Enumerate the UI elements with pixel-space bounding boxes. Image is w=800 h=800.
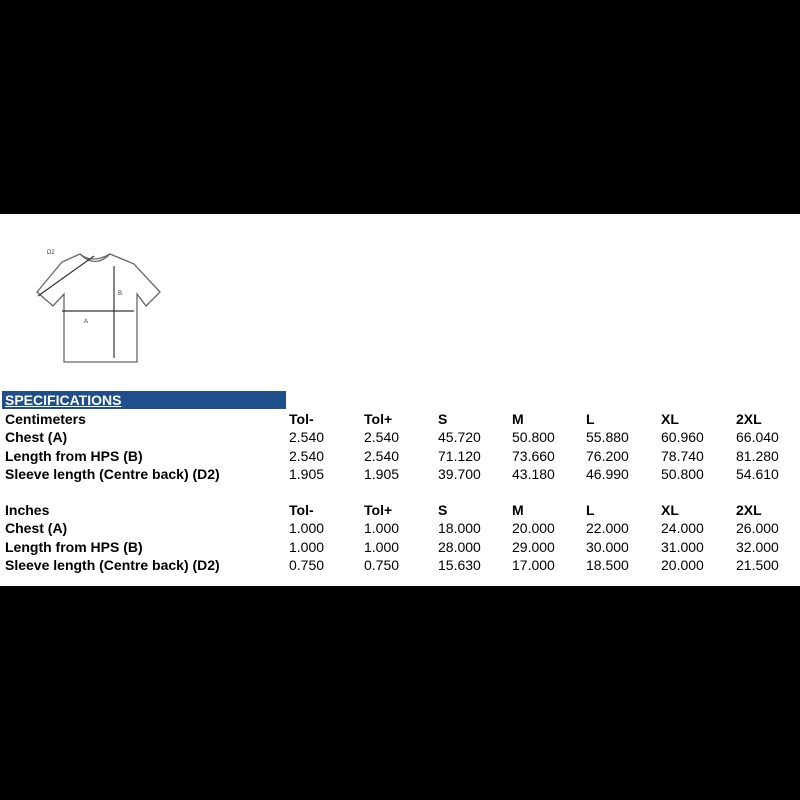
unit-title: Inches bbox=[5, 502, 50, 518]
cell: 2.540 bbox=[289, 447, 325, 464]
cell: 2.540 bbox=[364, 429, 400, 446]
cell: 66.040 bbox=[736, 429, 779, 446]
col-header: L bbox=[586, 411, 595, 427]
cell: 54.610 bbox=[736, 465, 779, 482]
cell: 71.120 bbox=[438, 447, 481, 464]
table-row bbox=[0, 556, 800, 574]
cell: 26.000 bbox=[736, 520, 779, 537]
specifications-title: SPECIFICATIONS bbox=[5, 392, 122, 408]
cell: 18.000 bbox=[438, 520, 481, 537]
unit-title: Centimeters bbox=[5, 411, 86, 427]
cell: 28.000 bbox=[438, 538, 481, 555]
row-label: Chest (A) bbox=[5, 429, 68, 446]
cell: 30.000 bbox=[586, 538, 629, 555]
cell: 1.905 bbox=[289, 465, 325, 482]
row-label: Sleeve length (Centre back) (D2) bbox=[5, 556, 220, 573]
row-label: Length from HPS (B) bbox=[5, 538, 143, 555]
cell: 46.990 bbox=[586, 465, 629, 482]
table-row bbox=[0, 428, 800, 446]
cell: 17.000 bbox=[512, 556, 555, 573]
cell: 1.000 bbox=[364, 538, 400, 555]
cell: 76.200 bbox=[586, 447, 629, 464]
cell: 1.000 bbox=[364, 520, 400, 537]
col-header: M bbox=[512, 502, 524, 518]
col-header: 2XL bbox=[736, 502, 762, 518]
centimeters-table bbox=[0, 410, 800, 483]
cell: 2.540 bbox=[289, 429, 325, 446]
cell: 81.280 bbox=[736, 447, 779, 464]
col-header: Tol- bbox=[289, 502, 314, 518]
table-row bbox=[0, 519, 800, 537]
col-header: M bbox=[512, 411, 524, 427]
cell: 78.740 bbox=[661, 447, 704, 464]
table-row bbox=[0, 465, 800, 483]
table-header-row bbox=[0, 410, 800, 428]
label-b: B bbox=[118, 291, 123, 297]
cell: 50.800 bbox=[512, 429, 555, 446]
cell: 1.905 bbox=[364, 465, 400, 482]
cell: 21.500 bbox=[736, 556, 779, 573]
row-label: Length from HPS (B) bbox=[5, 447, 143, 464]
cell: 31.000 bbox=[661, 538, 704, 555]
table-header-row bbox=[0, 501, 800, 519]
col-header: L bbox=[586, 502, 595, 518]
cell: 15.630 bbox=[438, 556, 481, 573]
cell: 0.750 bbox=[364, 556, 400, 573]
cell: 39.700 bbox=[438, 465, 481, 482]
col-header: XL bbox=[661, 411, 679, 427]
specifications-header bbox=[2, 391, 286, 409]
cell: 22.000 bbox=[586, 520, 629, 537]
spec-sheet bbox=[0, 214, 800, 586]
row-label: Sleeve length (Centre back) (D2) bbox=[5, 465, 220, 482]
row-label: Chest (A) bbox=[5, 520, 68, 537]
col-header: Tol- bbox=[289, 411, 314, 427]
label-d2: D2 bbox=[47, 250, 55, 256]
cell: 20.000 bbox=[661, 556, 704, 573]
col-header: S bbox=[438, 502, 448, 518]
col-header: S bbox=[438, 411, 448, 427]
cell: 18.500 bbox=[586, 556, 629, 573]
measure-lines bbox=[38, 256, 134, 358]
cell: 50.800 bbox=[661, 465, 704, 482]
cell: 20.000 bbox=[512, 520, 555, 537]
tshirt-diagram bbox=[22, 234, 172, 374]
cell: 45.720 bbox=[438, 429, 481, 446]
label-a: A bbox=[84, 319, 89, 325]
table-row bbox=[0, 538, 800, 556]
cell: 29.000 bbox=[512, 538, 555, 555]
cell: 24.000 bbox=[661, 520, 704, 537]
cell: 32.000 bbox=[736, 538, 779, 555]
cell: 73.660 bbox=[512, 447, 555, 464]
inches-table bbox=[0, 501, 800, 574]
cell: 0.750 bbox=[289, 556, 325, 573]
col-header: 2XL bbox=[736, 411, 762, 427]
col-header: Tol+ bbox=[364, 411, 393, 427]
cell: 55.880 bbox=[586, 429, 629, 446]
cell: 60.960 bbox=[661, 429, 704, 446]
col-header: XL bbox=[661, 502, 679, 518]
cell: 43.180 bbox=[512, 465, 555, 482]
col-header: Tol+ bbox=[364, 502, 393, 518]
table-row bbox=[0, 447, 800, 465]
cell: 1.000 bbox=[289, 520, 325, 537]
cell: 2.540 bbox=[364, 447, 400, 464]
tshirt-outline bbox=[37, 254, 160, 362]
cell: 1.000 bbox=[289, 538, 325, 555]
